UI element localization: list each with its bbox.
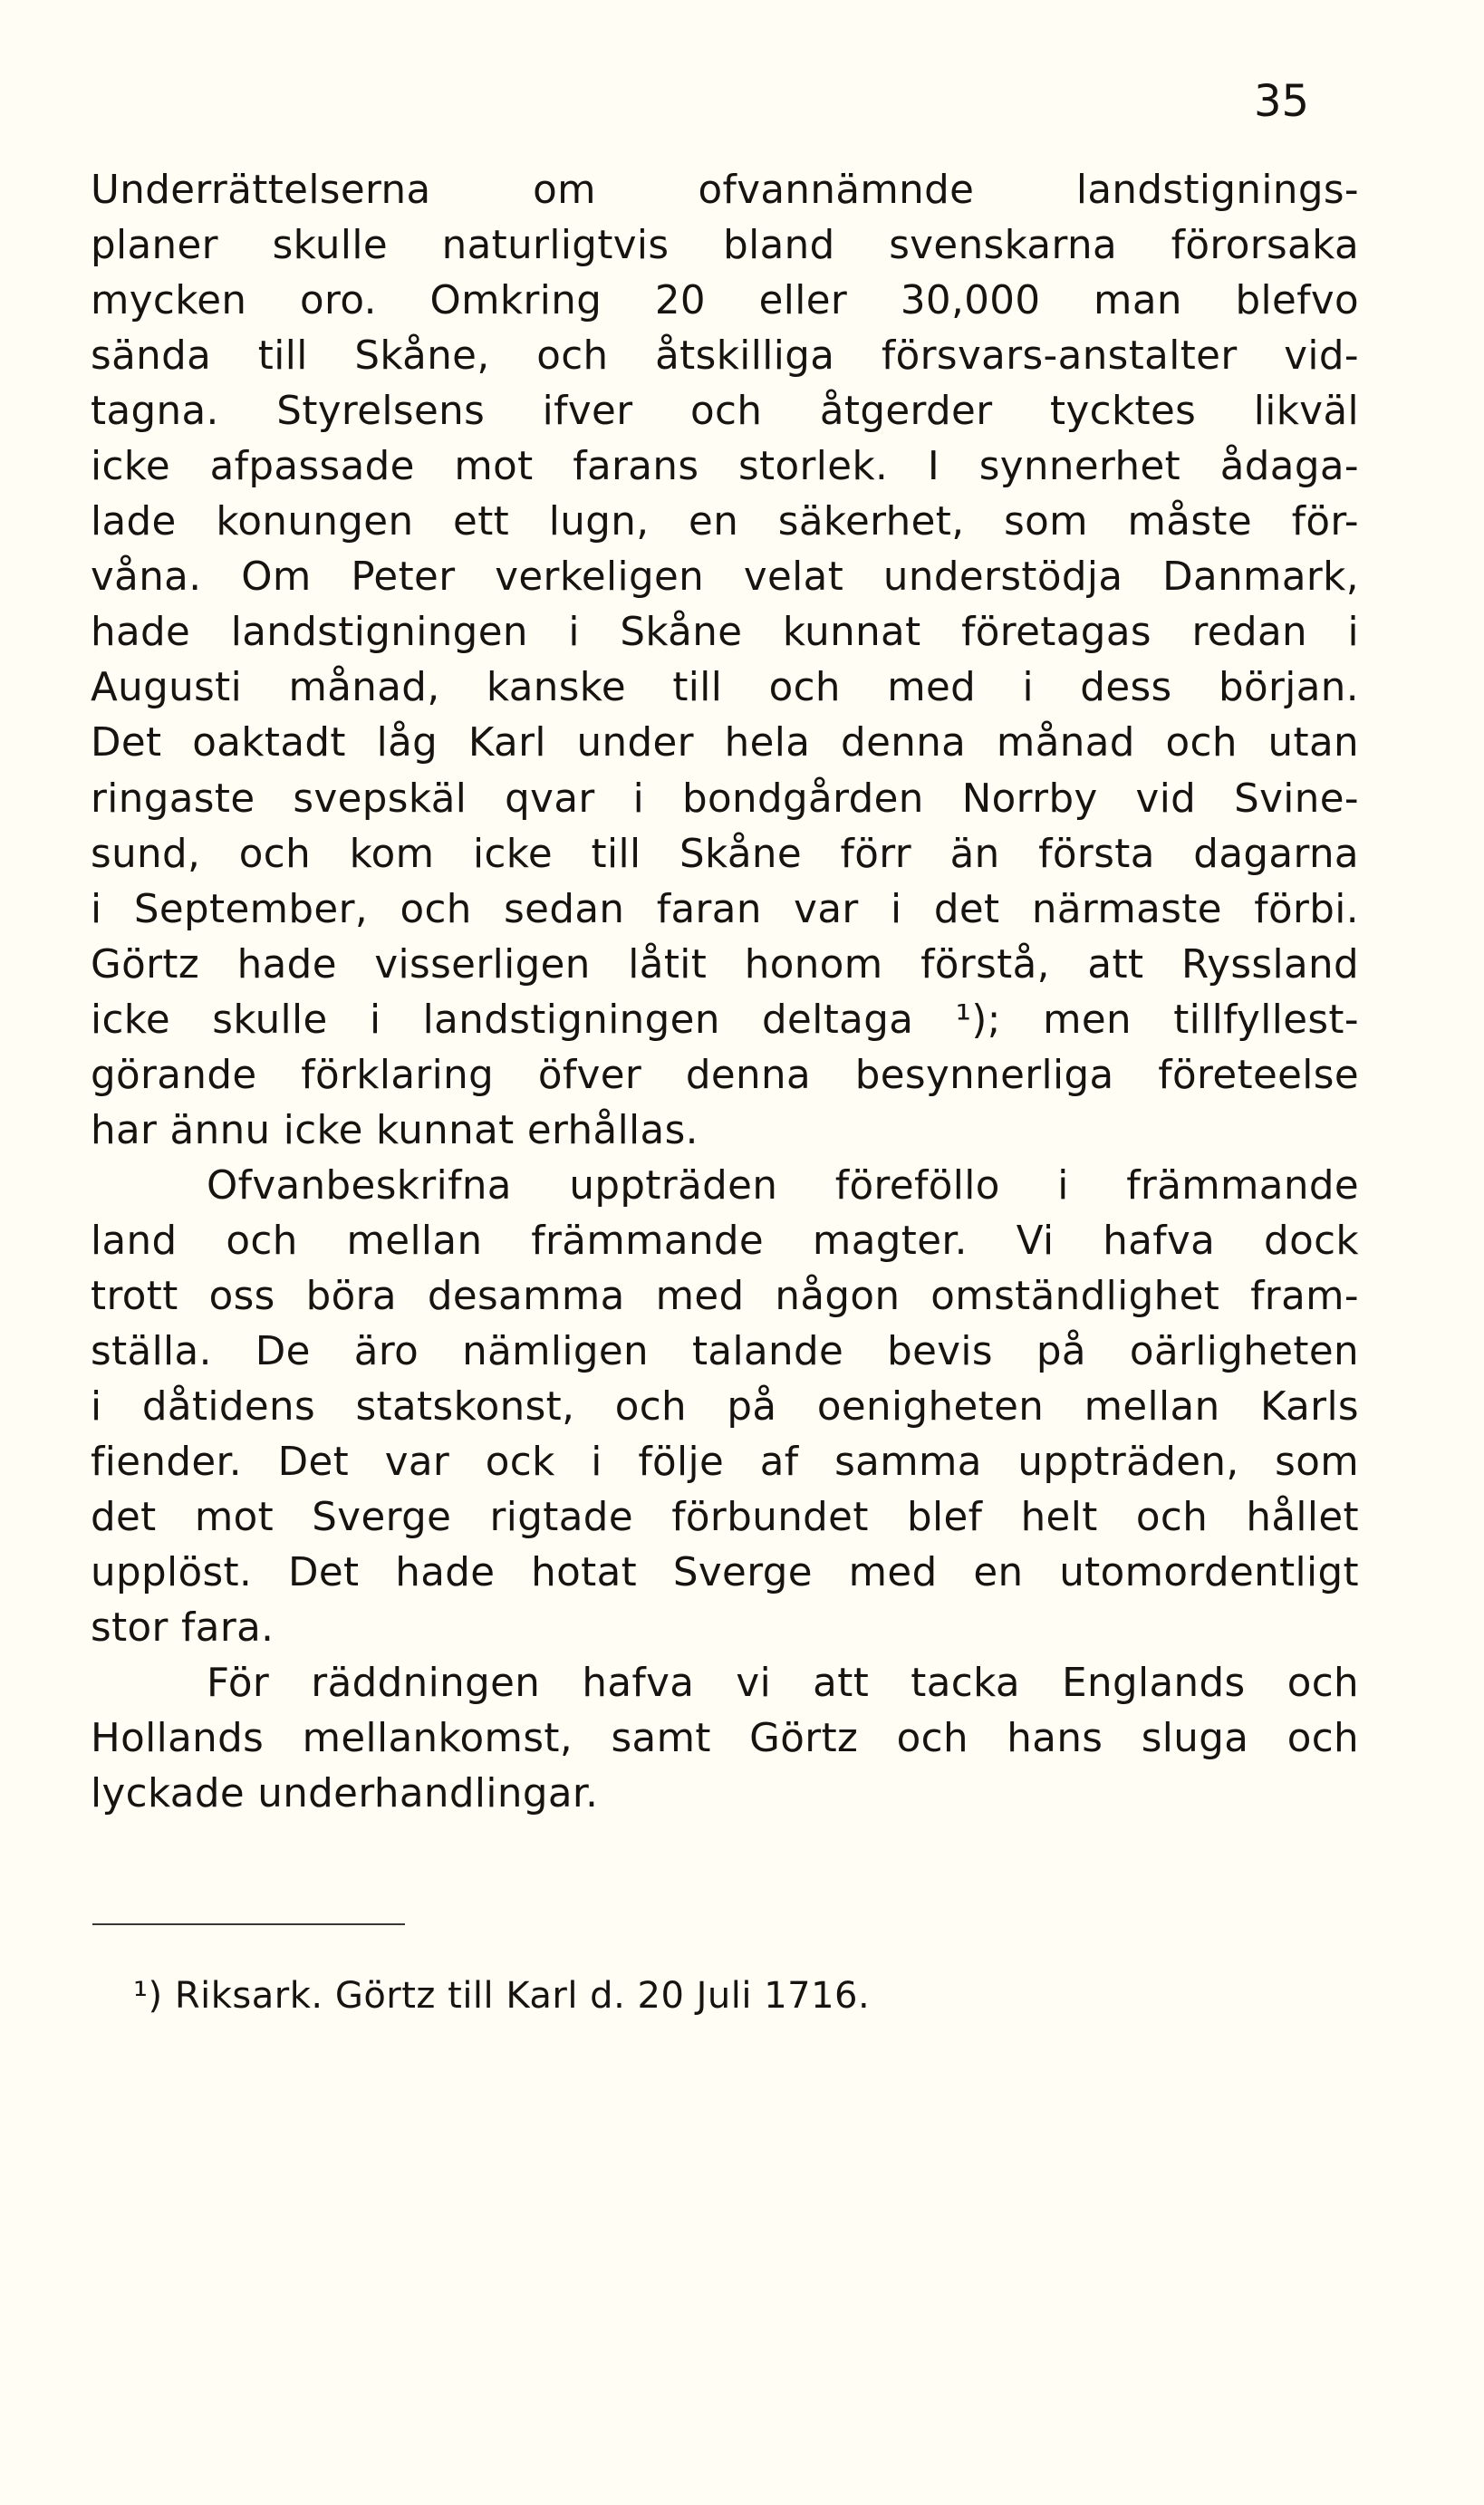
text-line: i September, och sedan faran var i det närmaste förbi. bbox=[91, 886, 1359, 932]
text-line: görande förklaring öfver denna besynnerliga företeelse bbox=[91, 1052, 1359, 1098]
footnote bbox=[133, 1975, 870, 2017]
text-line: stor fara. bbox=[91, 1605, 275, 1652]
text-line: lade konungen ett lugn, en säkerhet, som måste för- bbox=[91, 499, 1359, 545]
text-line: upplöst. Det hade hotat Sverge med en utomordentligt bbox=[91, 1550, 1359, 1596]
page-number: 35 bbox=[1254, 76, 1310, 127]
text-line: För räddningen hafva vi att tacka Englands och bbox=[207, 1661, 1359, 1707]
footnote-divider bbox=[92, 1923, 405, 1925]
text-line: Ofvanbeskrifna uppträden föreföllo i främmande bbox=[207, 1162, 1359, 1209]
text-line: Underrättelserna om ofvannämnde landstignings- bbox=[91, 168, 1359, 213]
text-line: trott oss böra desamma med någon omständlighet fram- bbox=[91, 1273, 1359, 1319]
text-line: våna. Om Peter verkeligen velat understödja Danmark, bbox=[91, 554, 1359, 601]
text-line: land och mellan främmande magter. Vi hafva dock bbox=[91, 1218, 1359, 1264]
text-line: icke skulle i landstigningen deltaga ¹); men tillfyllest- bbox=[91, 997, 1359, 1043]
footnote-marker: ¹) bbox=[133, 1975, 163, 2017]
text-line: Det oaktadt låg Karl under hela denna månad och utan bbox=[91, 720, 1359, 766]
text-line: sund, och kom icke till Skåne förr än första dagarna bbox=[91, 831, 1359, 877]
text-line: mycken oro. Omkring 20 eller 30,000 man blefvo bbox=[91, 278, 1359, 324]
text-line: ställa. De äro nämligen talande bevis på oärligheten bbox=[91, 1328, 1359, 1374]
text-line: Hollands mellankomst, samt Görtz och hans sluga och bbox=[91, 1716, 1359, 1762]
text-line: planer skulle naturligtvis bland svenskarna förorsaka bbox=[91, 223, 1359, 269]
text-line: har ännu icke kunnat erhållas. bbox=[91, 1107, 699, 1153]
text-line: Augusti månad, kanske till och med i dess början. bbox=[91, 665, 1359, 711]
text-line: fiender. Det var ock i följe af samma uppträden, som bbox=[91, 1440, 1359, 1486]
text-line: i dåtidens statskonst, och på oenigheten mellan Karls bbox=[91, 1384, 1359, 1431]
text-line: hade landstigningen i Skåne kunnat företagas redan i bbox=[91, 610, 1359, 656]
footnote-text: Riksark. Görtz till Karl d. 20 Juli 1716. bbox=[174, 1975, 871, 2017]
text-line: ringaste svepskäl qvar i bondgården Norrby vid Svine- bbox=[91, 776, 1359, 822]
text-line: icke afpassade mot farans storlek. I synnerhet ådaga- bbox=[91, 444, 1359, 490]
text-line: det mot Sverge rigtade förbundet blef helt och hållet bbox=[91, 1495, 1359, 1541]
text-line: tagna. Styrelsens ifver och åtgerder tycktes likväl bbox=[91, 389, 1359, 435]
body-text bbox=[91, 163, 1359, 1822]
text-line: sända till Skåne, och åtskilliga försvars-anstalter vid- bbox=[91, 333, 1359, 380]
text-line: Görtz hade visserligen låtit honom förstå, att Ryssland bbox=[91, 941, 1359, 988]
text-line: lyckade underhandlingar. bbox=[91, 1771, 599, 1817]
